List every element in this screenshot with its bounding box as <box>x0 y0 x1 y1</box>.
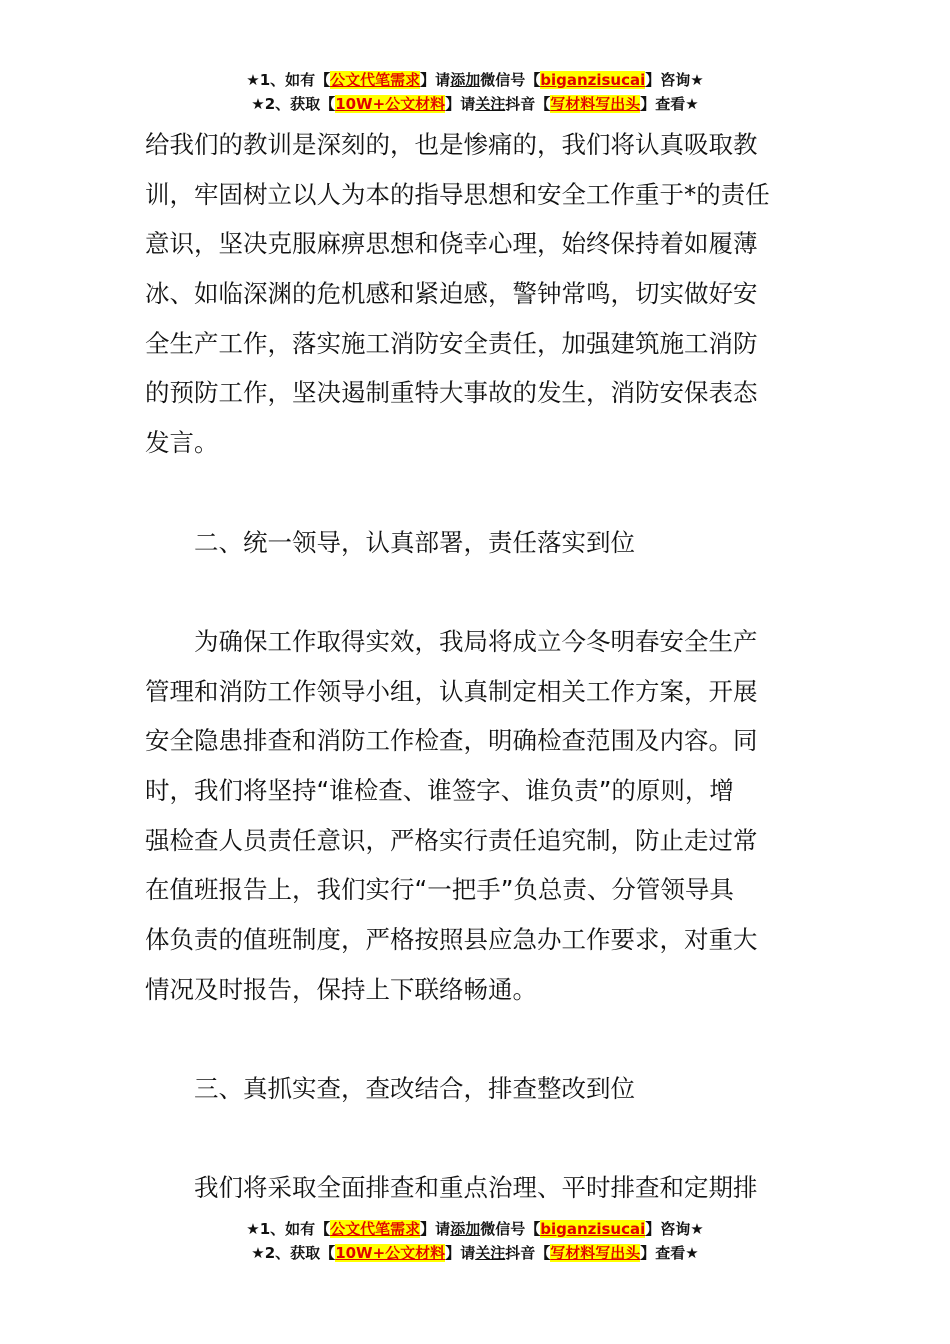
banner-underlined: 关注 <box>475 1244 506 1262</box>
paragraph-gap <box>145 567 825 617</box>
section-heading <box>145 518 825 568</box>
banner-line1 <box>0 1217 950 1241</box>
banner-highlight: 公文代笔需求 <box>330 71 421 89</box>
banner-text: ★1、如有【 <box>246 71 331 89</box>
text-line: 的预防工作，坚决遏制重特大事故的发生，消防安保表态 <box>145 378 758 408</box>
paragraph-gap <box>145 1114 825 1164</box>
text-line: 冰、如临深渊的危机感和紧迫感，警钟常鸣，切实做好安 <box>145 279 758 309</box>
banner-text: ★2、获取【 <box>251 95 336 113</box>
document-body <box>145 120 825 1213</box>
banner-text: 】请 <box>445 95 476 113</box>
banner-highlight: 10W+公文材料 <box>335 1244 446 1262</box>
banner-highlight: 公文代笔需求 <box>330 1220 421 1238</box>
text-line: 强检查人员责任意识，严格实行责任追究制，防止走过常 <box>145 825 758 855</box>
text-line: 发言。 <box>145 428 219 458</box>
banner-highlight: biganzisucai <box>540 1220 646 1238</box>
banner-line1 <box>0 68 950 92</box>
paragraph-gap <box>145 468 825 518</box>
banner-text: 】咨询★ <box>645 71 704 89</box>
text-line: 为确保工作取得实效，我局将成立今冬明春安全生产 <box>145 626 758 656</box>
header-banner <box>0 68 950 116</box>
banner-underlined: 添加 <box>450 1220 481 1238</box>
paragraph <box>145 1163 825 1213</box>
text-line: 时，我们将坚持“谁检查、谁签字、谁负责”的原则，增 <box>145 775 734 805</box>
banner-text: 微信号【 <box>480 1220 541 1238</box>
banner-text: 】请 <box>420 71 451 89</box>
banner-line2 <box>0 92 950 116</box>
banner-underlined: 关注 <box>475 95 506 113</box>
text-line: 三、真抓实查，查改结合，排查整改到位 <box>145 1074 635 1104</box>
text-line: 全生产工作，落实施工消防安全责任，加强建筑施工消防 <box>145 328 758 358</box>
banner-text: 】请 <box>420 1220 451 1238</box>
banner-text: ★1、如有【 <box>246 1220 331 1238</box>
text-line: 安全隐患排查和消防工作检查，明确检查范围及内容。同 <box>145 726 758 756</box>
banner-text: 】请 <box>445 1244 476 1262</box>
text-line: 情况及时报告，保持上下联络畅通。 <box>145 974 537 1004</box>
banner-highlight: biganzisucai <box>540 71 646 89</box>
banner-underlined: 添加 <box>450 71 481 89</box>
text-line: 管理和消防工作领导小组，认真制定相关工作方案，开展 <box>145 676 758 706</box>
banner-highlight: 10W+公文材料 <box>335 95 446 113</box>
banner-text: 】查看★ <box>640 95 699 113</box>
text-line: 二、统一领导，认真部署，责任落实到位 <box>145 527 635 557</box>
paragraph <box>145 120 825 468</box>
banner-highlight: 写材料写出头 <box>550 1244 641 1262</box>
banner-highlight: 写材料写出头 <box>550 95 641 113</box>
paragraph-gap <box>145 1014 825 1064</box>
banner-line2 <box>0 1241 950 1265</box>
text-line: 我们将采取全面排查和重点治理、平时排查和定期排 <box>145 1173 758 1203</box>
text-line: 在值班报告上，我们实行“一把手”负总责、分管领导具 <box>145 875 734 905</box>
text-line: 意识，坚决克服麻痹思想和侥幸心理，始终保持着如履薄 <box>145 229 758 259</box>
footer-banner <box>0 1217 950 1265</box>
banner-text: 微信号【 <box>480 71 541 89</box>
text-line: 给我们的教训是深刻的，也是惨痛的，我们将认真吸取教 <box>145 130 758 159</box>
banner-text: 】咨询★ <box>645 1220 704 1238</box>
text-line: 体负责的值班制度，严格按照县应急办工作要求，对重大 <box>145 925 758 954</box>
banner-text: 抖音【 <box>505 1244 551 1262</box>
section-heading <box>145 1064 825 1114</box>
banner-text: 抖音【 <box>505 95 551 113</box>
banner-text: 】查看★ <box>640 1244 699 1262</box>
paragraph <box>145 617 825 1015</box>
banner-text: ★2、获取【 <box>251 1244 336 1262</box>
text-line: 训，牢固树立以人为本的指导思想和安全工作重于*的责任 <box>145 179 770 209</box>
